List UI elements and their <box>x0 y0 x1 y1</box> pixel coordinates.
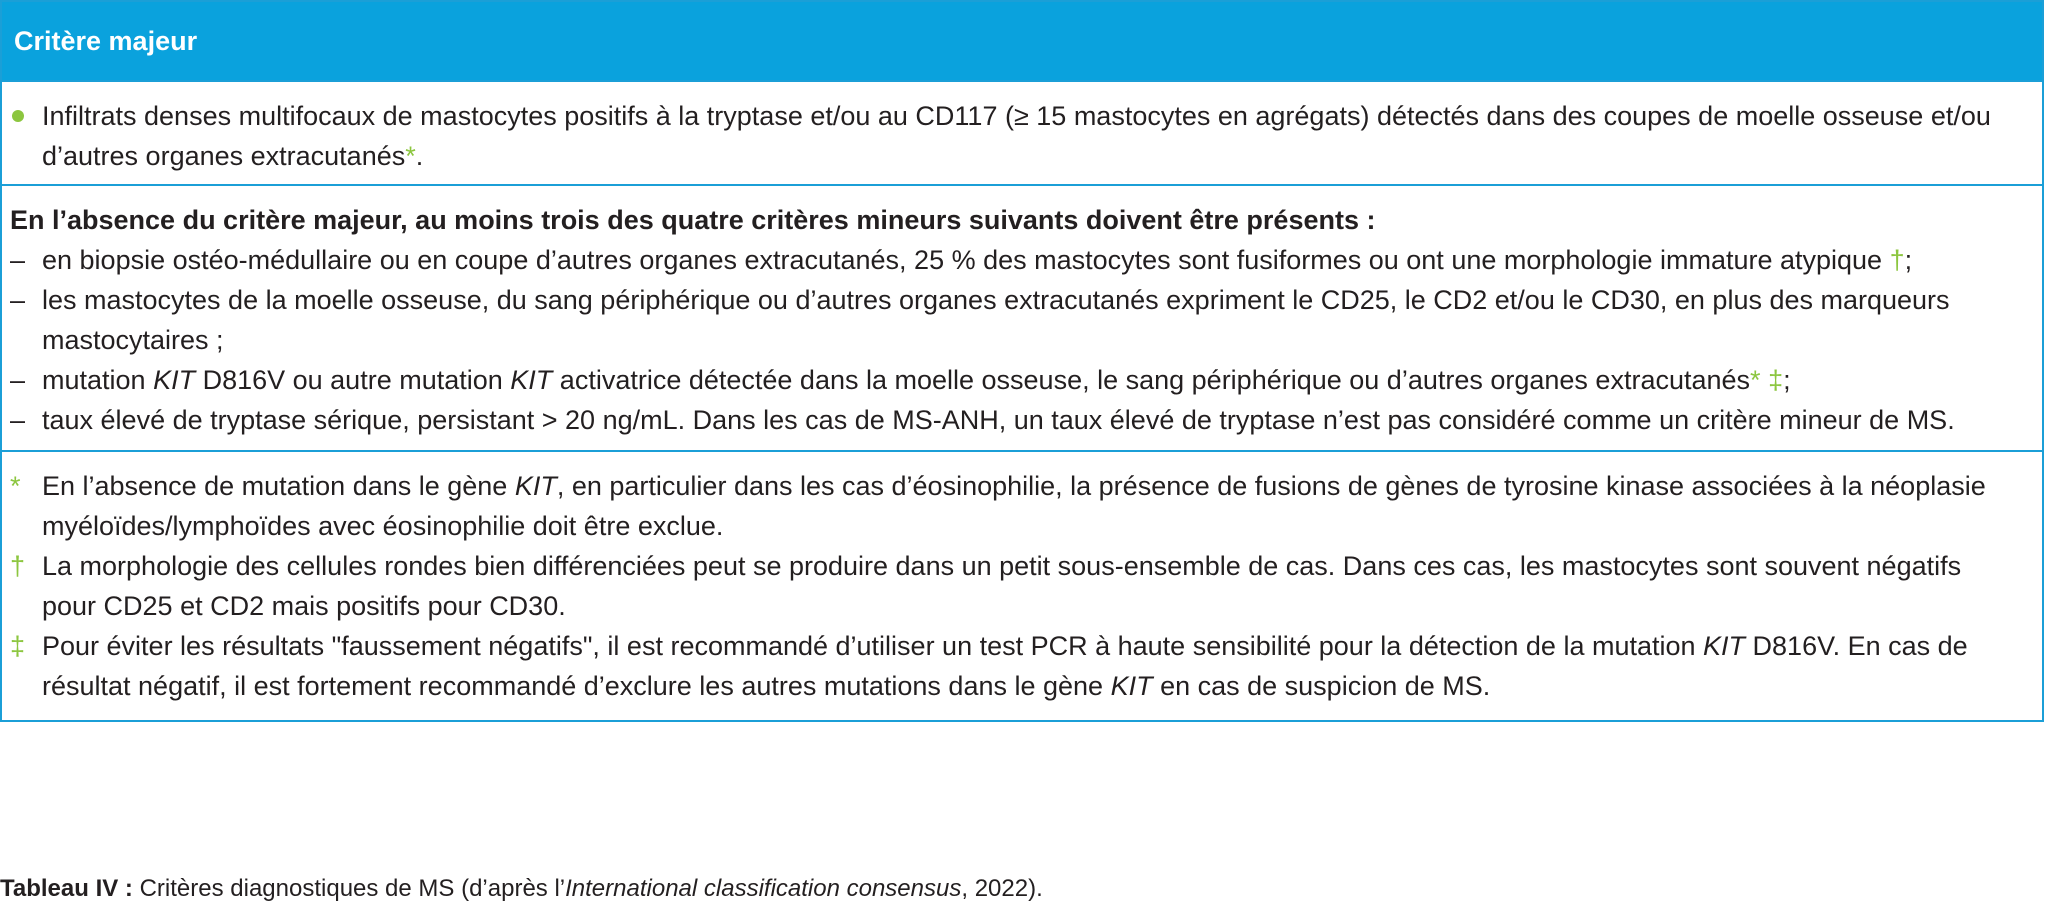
major-end: . <box>415 141 424 171</box>
minor-item-2 <box>10 280 2022 360</box>
minor-criteria-section <box>2 184 2042 450</box>
major-criterion-section <box>2 80 2042 184</box>
footnote-mark: * <box>1750 365 1761 395</box>
text-part: mutation <box>42 365 154 395</box>
dash: – <box>10 365 26 395</box>
source-title: International classification consensus <box>565 875 962 902</box>
minor-item-2-text: les mastocytes de la moelle osseuse, du sang périphérique ou d’autres organes extracutanés expriment le CD25, le CD2 et/ou le CD30, en plus des marqueurs mastocytaires ; <box>42 285 1950 355</box>
table-caption <box>0 874 1043 904</box>
minor-item-1-end: ; <box>1904 245 1913 275</box>
text-part: , 2022). <box>961 875 1043 902</box>
double-dagger-mark: ‡ <box>10 631 26 661</box>
text-part: en cas de suspicion de MS. <box>1152 671 1491 701</box>
minor-item-4-text: taux élevé de tryptase sérique, persistant > 20 ng/mL. Dans les cas de MS-ANH, un taux élevé de tryptase n’est pas considéré comme un critère mineur de MS. <box>42 405 1955 435</box>
minor-intro: En l’absence du critère majeur, au moins trois des quatre critères mineurs suivants doivent être présents : <box>10 205 1376 235</box>
text-part: La morphologie des cellules rondes bien différenciées peut se produire dans un petit sous-ensemble de cas. Dans ces cas, les mastocytes sont souvent négatifs pour CD25 et CD2 mais positifs pour CD30. <box>42 551 1962 621</box>
text-part: Critères diagnostiques de MS (d’après l’ <box>132 875 566 902</box>
gene-name: KIT <box>514 471 557 501</box>
footnote-2 <box>10 546 2022 626</box>
footnote-mark: * <box>10 471 21 501</box>
minor-item-4 <box>10 400 2022 440</box>
major-criterion <box>10 96 2022 176</box>
gene-name: KIT <box>510 365 553 395</box>
footnotes-section <box>2 450 2042 720</box>
text-part: Pour éviter les résultats "faussement négatifs", il est recommandé d’utiliser un test PCR à haute sensibilité pour la détection de la mutation <box>42 631 1704 661</box>
minor-item-1-text: en biopsie ostéo-médullaire ou en coupe d’autres organes extracutanés, 25 % des mastocytes sont fusiformes ou ont une morphologie immature atypique <box>42 245 1883 275</box>
gene-name: KIT <box>1703 631 1746 661</box>
gene-name: KIT <box>153 365 196 395</box>
minor-item-3-end: ; <box>1783 365 1791 395</box>
dagger-mark: † <box>10 551 26 581</box>
text-part: , en particulier dans les cas d’éosinophilie, la présence de fusions de gènes de tyrosine kinase associées à la néoplasie myéloïdes/lymphoïdes avec éosinophilie doit être exclue. <box>42 471 1986 541</box>
minor-item-1 <box>10 240 2022 280</box>
minor-item-3 <box>10 360 2022 400</box>
dash: – <box>10 405 26 435</box>
text-part: activatrice détectée dans la moelle osseuse, le sang périphérique ou d’autres organes extracutanés <box>552 365 1751 395</box>
table-header <box>2 2 2042 80</box>
dagger-mark: † <box>1889 245 1905 275</box>
caption-label: Tableau IV : <box>0 875 133 902</box>
footnote-mark: * <box>405 141 416 171</box>
text-part: D816V. En cas de résultat négatif, il est fortement recommandé d’exclure les autres mutations dans le gène <box>42 631 1968 701</box>
bullet-dot-icon <box>12 110 24 122</box>
footnote-3 <box>10 626 2022 706</box>
dash: – <box>10 285 26 315</box>
double-dagger-mark: ‡ <box>1768 365 1784 395</box>
gene-name: KIT <box>1110 671 1153 701</box>
major-text: Infiltrats denses multifocaux de mastocytes positifs à la tryptase et/ou au CD117 (≥ 15 mastocytes en agrégats) détectés dans des coupes de moelle osseuse et/ou d’autres organes extracutanés <box>42 101 1991 171</box>
text-part: En l’absence de mutation dans le gène <box>42 471 515 501</box>
text-part: D816V ou autre mutation <box>195 365 511 395</box>
footnote-1 <box>10 466 2022 546</box>
dash: – <box>10 245 26 275</box>
header-title: Critère majeur <box>14 26 198 56</box>
